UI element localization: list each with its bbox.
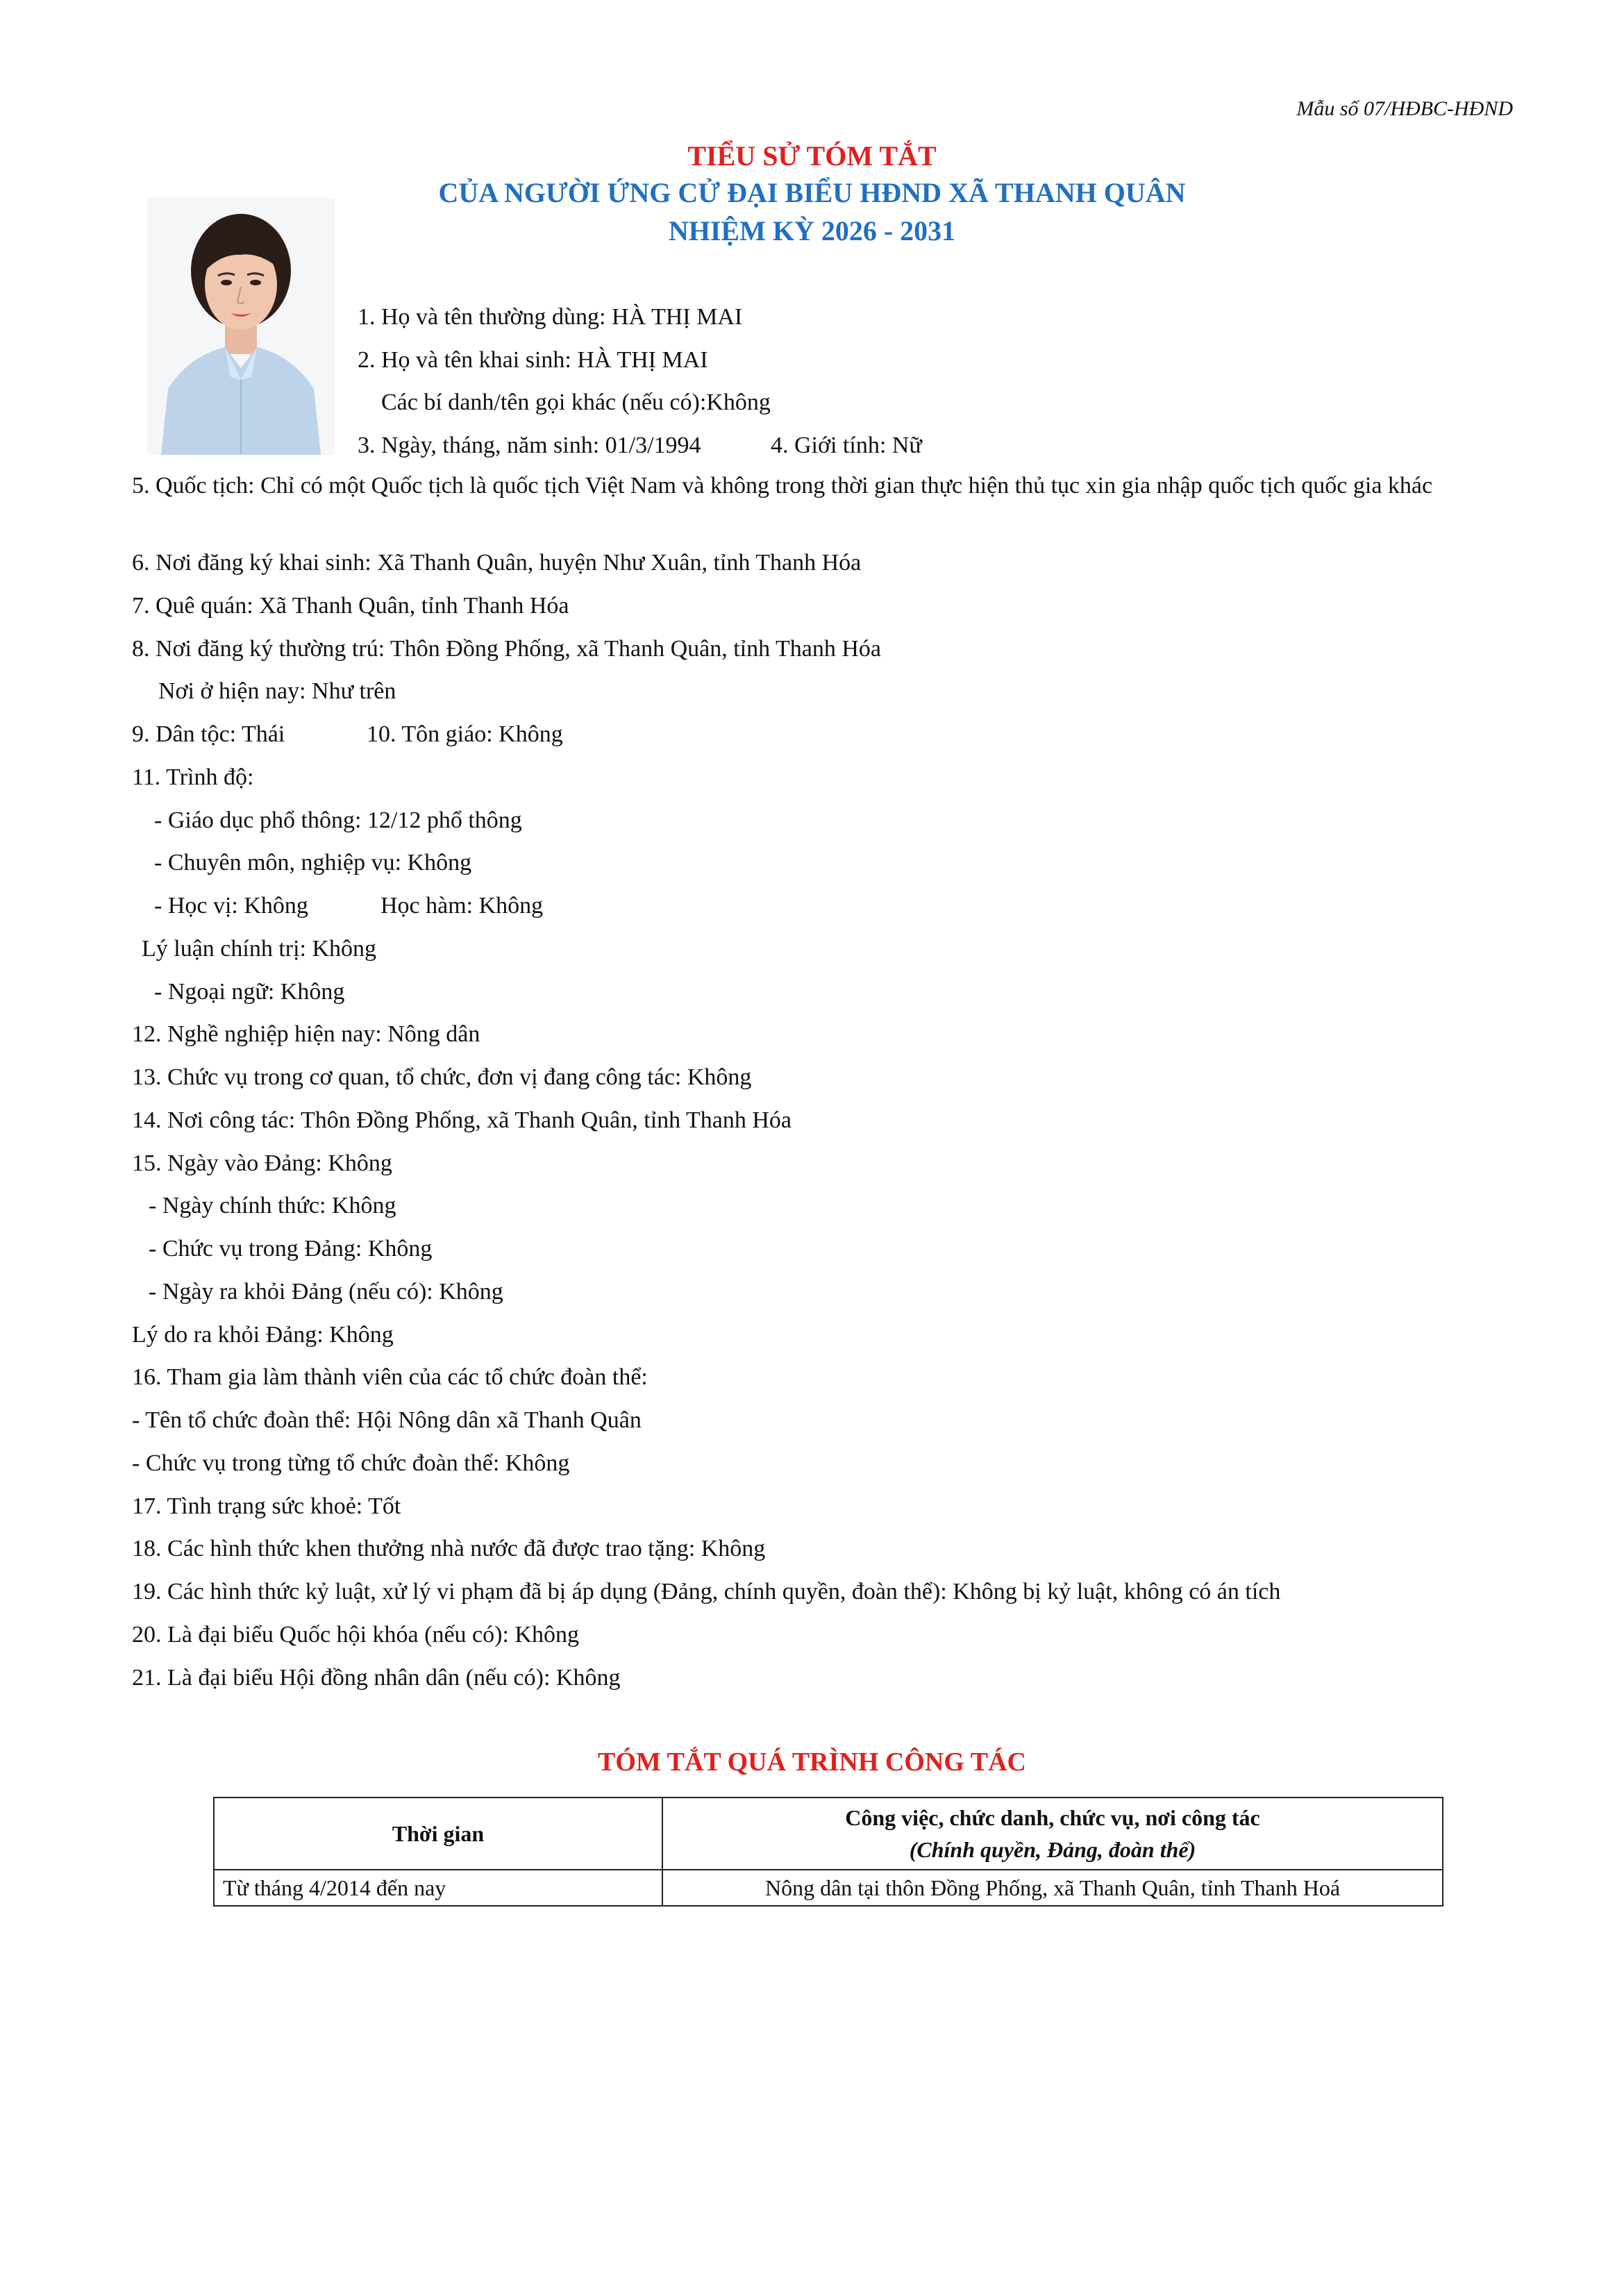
field-birth-registration: 6. Nơi đăng ký khai sinh: Xã Thanh Quân, huyện Như Xuân, tỉnh Thanh Hóa <box>132 550 862 576</box>
field-organizations-heading: 16. Tham gia làm thành viên của các tổ chức đoàn thể: <box>132 1364 648 1390</box>
field-party-position: - Chức vụ trong Đảng: Không <box>149 1236 433 1262</box>
field-occupation: 12. Nghề nghiệp hiện nay: Nông dân <box>132 1021 480 1047</box>
title-line-3: NHIỆM KỲ 2026 - 2031 <box>668 215 956 246</box>
cell-work: Nông dân tại thôn Đồng Phống, xã Thanh Quân, tỉnh Thanh Hoá <box>662 1870 1443 1906</box>
field-aliases: Các bí danh/tên gọi khác (nếu có):Không <box>381 389 771 415</box>
field-party-leave-date: - Ngày ra khỏi Đảng (nếu có): Không <box>149 1279 503 1305</box>
field-position: 13. Chức vụ trong cơ quan, tổ chức, đơn vị đang công tác: Không <box>132 1064 752 1090</box>
field-discipline: 19. Các hình thức kỷ luật, xử lý vi phạm đã bị áp dụng (Đảng, chính quyền, đoàn thể): Không bị kỷ luật, không có án tích <box>132 1579 1281 1604</box>
field-health: 17. Tình trạng sức khoẻ: Tốt <box>132 1493 401 1519</box>
field-professional-qualification: - Chuyên môn, nghiệp vụ: Không <box>154 850 472 875</box>
title-line-1: TIỂU SỬ TÓM TẮT <box>687 140 937 171</box>
field-peoples-council: 21. Là đại biểu Hội đồng nhân dân (nếu có): Không <box>132 1665 621 1691</box>
field-common-name: 1. Họ và tên thường dùng: HÀ THỊ MAI <box>358 304 743 330</box>
field-date-of-birth: 3. Ngày, tháng, năm sinh: 01/3/1994 <box>358 433 701 458</box>
field-national-assembly: 20. Là đại biểu Quốc hội khóa (nếu có): Không <box>132 1622 579 1648</box>
field-hometown: 7. Quê quán: Xã Thanh Quân, tỉnh Thanh Hóa <box>132 593 569 619</box>
field-general-education: - Giáo dục phổ thông: 12/12 phổ thông <box>154 807 522 833</box>
field-current-residence: Nơi ở hiện nay: Như trên <box>158 678 396 704</box>
field-party-leave-reason: Lý do ra khỏi Đảng: Không <box>132 1322 394 1348</box>
column-header-work-line2: (Chính quyền, Đảng, đoàn thể) <box>909 1837 1196 1862</box>
field-foreign-language: - Ngoại ngữ: Không <box>154 979 345 1005</box>
field-party-official-date: - Ngày chính thức: Không <box>149 1193 396 1218</box>
field-party-join-date: 15. Ngày vào Đảng: Không <box>132 1150 392 1176</box>
table-row <box>214 1870 1443 1906</box>
field-political-theory: Lý luận chính trị: Không <box>142 936 377 962</box>
field-workplace: 14. Nơi công tác: Thôn Đồng Phống, xã Thanh Quân, tỉnh Thanh Hóa <box>132 1107 792 1133</box>
career-section-title: TÓM TẮT QUÁ TRÌNH CÔNG TÁC <box>598 1748 1026 1777</box>
field-nationality: 5. Quốc tịch: Chỉ có một Quốc tịch là quốc tịch Việt Nam và không trong thời gian thực hiện thủ tục xin gia nhập quốc tịch quốc gia khác <box>132 473 1433 498</box>
column-header-time: Thời gian <box>214 1798 662 1870</box>
field-birth-name: 2. Họ và tên khai sinh: HÀ THỊ MAI <box>358 347 708 373</box>
career-table-header <box>214 1798 1443 1870</box>
field-academic-degree: - Học vị: Không <box>154 893 308 919</box>
column-header-work-line1: Công việc, chức danh, chức vụ, nơi công tác <box>845 1805 1260 1830</box>
field-awards: 18. Các hình thức khen thưởng nhà nước đã được trao tặng: Không <box>132 1536 766 1561</box>
field-religion: 10. Tôn giáo: Không <box>367 721 563 747</box>
portrait-image <box>147 198 335 455</box>
cell-time: Từ tháng 4/2014 đến nay <box>214 1870 662 1906</box>
title-line-2: CỦA NGƯỜI ỨNG CỬ ĐẠI BIỂU HĐND XÃ THANH QUÂN <box>438 177 1186 208</box>
field-education-heading: 11. Trình độ: <box>132 764 254 790</box>
column-header-work <box>662 1798 1443 1870</box>
field-organization-name: - Tên tổ chức đoàn thể: Hội Nông dân xã Thanh Quân <box>132 1407 642 1433</box>
field-organization-position: - Chức vụ trong từng tổ chức đoàn thể: Không <box>132 1450 570 1476</box>
form-code: Mẫu số 07/HĐBC-HĐND <box>1296 97 1513 120</box>
field-permanent-residence: 8. Nơi đăng ký thường trú: Thôn Đồng Phống, xã Thanh Quân, tỉnh Thanh Hóa <box>132 636 882 662</box>
career-table <box>213 1797 1443 1907</box>
field-ethnicity: 9. Dân tộc: Thái <box>132 721 285 747</box>
candidate-photo <box>147 198 335 455</box>
field-gender: 4. Giới tính: Nữ <box>771 433 922 458</box>
field-academic-title: Học hàm: Không <box>380 893 544 919</box>
